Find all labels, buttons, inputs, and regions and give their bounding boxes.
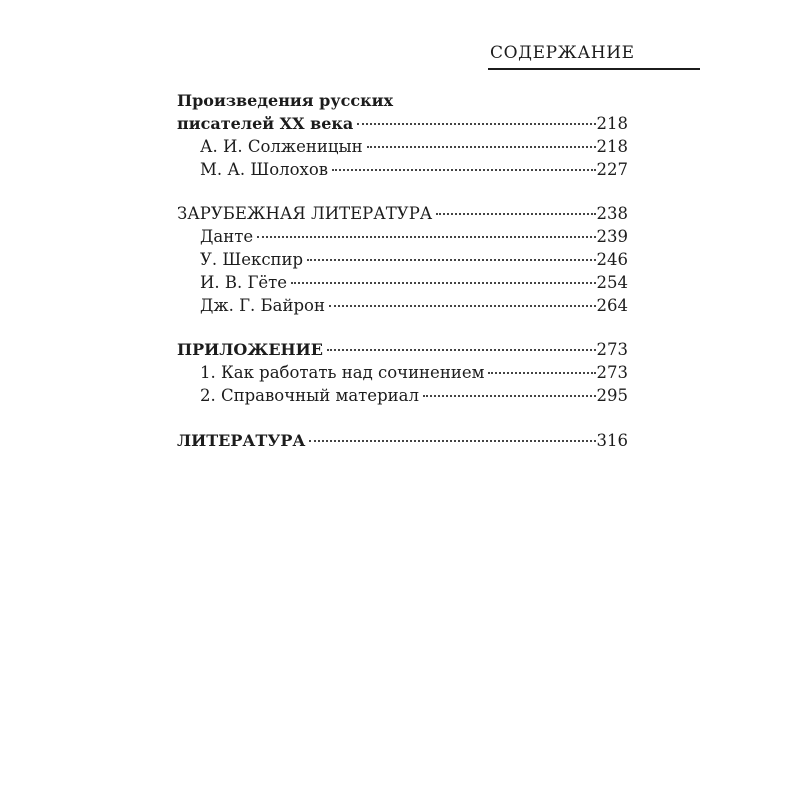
running-head: СОДЕРЖАНИЕ <box>490 43 635 63</box>
toc-entry[interactable] <box>177 225 628 248</box>
toc-entry[interactable] <box>177 248 628 271</box>
toc-section-title: ЗАРУБЕЖНАЯ ЛИТЕРАТУРА <box>177 204 433 223</box>
toc-section-title: ЛИТЕРАТУРА <box>177 431 306 450</box>
page-number: 264 <box>596 296 628 315</box>
toc-entry[interactable] <box>177 384 628 407</box>
page-number: 273 <box>596 340 628 359</box>
toc-entry[interactable] <box>177 361 628 384</box>
toc-entry-title: Данте <box>200 227 254 246</box>
toc-entry-title: И. В. Гёте <box>200 273 288 292</box>
toc-section-title: ПРИЛОЖЕНИЕ <box>177 340 323 359</box>
page-number: 316 <box>596 431 628 450</box>
toc-section-title: писателей XX века <box>177 114 354 133</box>
toc-entry[interactable] <box>177 271 628 294</box>
dot-leader <box>307 259 595 261</box>
toc-entry[interactable] <box>177 158 628 181</box>
dot-leader <box>332 169 595 171</box>
toc-entry-title: М. А. Шолохов <box>200 160 329 179</box>
section-spacer <box>177 181 628 202</box>
toc-entry-title: Дж. Г. Байрон <box>200 296 325 315</box>
page-number: 246 <box>596 250 628 269</box>
section-spacer <box>177 407 628 429</box>
toc-entry-title: У. Шекспир <box>200 250 304 269</box>
section-spacer <box>177 317 628 338</box>
toc-entry[interactable] <box>177 202 628 225</box>
toc-entry[interactable] <box>177 338 628 361</box>
dot-leader <box>436 213 595 215</box>
toc-entry[interactable] <box>177 294 628 317</box>
dot-leader <box>327 349 596 351</box>
toc-entry-title: 2. Справочный материал <box>200 386 419 405</box>
page-number: 273 <box>596 363 628 382</box>
dot-leader <box>257 236 595 238</box>
toc-section-title-line <box>177 89 628 112</box>
dot-leader <box>357 123 595 125</box>
table-of-contents <box>177 89 628 452</box>
running-head-rule <box>488 68 700 70</box>
dot-leader <box>291 282 595 284</box>
dot-leader <box>309 440 595 442</box>
toc-section-title: Произведения русских <box>177 91 394 110</box>
page-number: 218 <box>596 114 628 133</box>
dot-leader <box>329 305 596 307</box>
page-number: 254 <box>596 273 628 292</box>
page-number: 227 <box>596 160 628 179</box>
page-number: 238 <box>596 204 628 223</box>
toc-entry-title: А. И. Солженицын <box>200 137 363 156</box>
toc-entry[interactable] <box>177 135 628 158</box>
toc-entry[interactable] <box>177 112 628 135</box>
dot-leader <box>488 372 595 374</box>
page-number: 295 <box>596 386 628 405</box>
dot-leader <box>423 395 596 397</box>
page-number: 239 <box>596 227 628 246</box>
dot-leader <box>367 146 596 148</box>
toc-entry[interactable] <box>177 429 628 452</box>
page-number: 218 <box>596 137 628 156</box>
toc-entry-title: 1. Как работать над сочинением <box>200 363 485 382</box>
